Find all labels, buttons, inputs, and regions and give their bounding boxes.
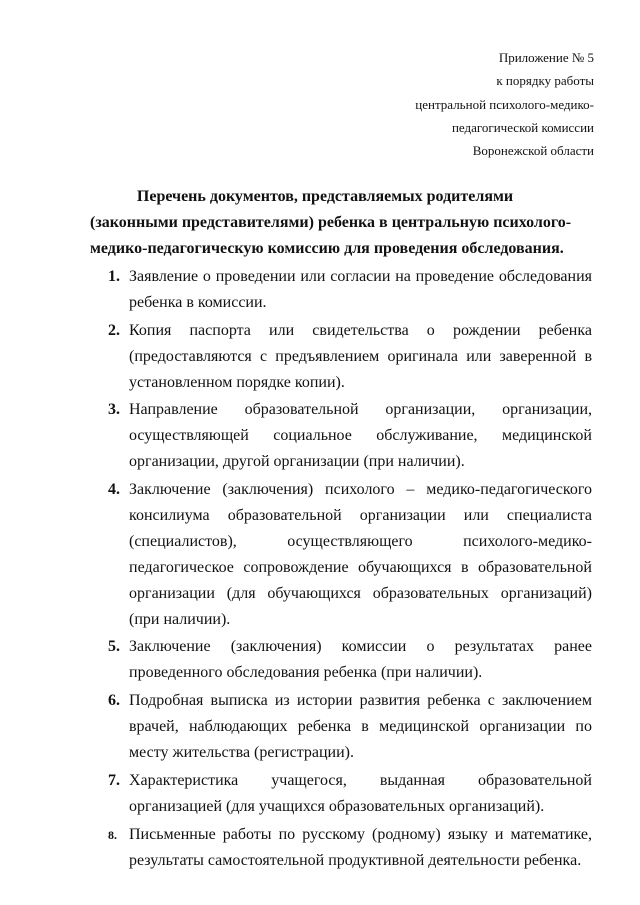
list-item (108, 477, 592, 633)
item-text: Характеристика учащегося, выданная образовательной организацией (для учащихся образовательных организаций). (129, 772, 592, 815)
item-number: 4. (108, 480, 120, 498)
item-number: 5. (108, 638, 120, 655)
list-item (108, 264, 592, 316)
item-text: Заключение (заключения) комиссии о результатах ранее проведенного обследования ребенка (при наличии). (129, 638, 592, 681)
appendix-header-line: Приложение № 5 (498, 50, 594, 65)
item-text: Подробная выписка из истории развития ребенка с заключением врачей, наблюдающих ребенка в медицинской организации по месту жительства (регистрации). (129, 692, 592, 761)
appendix-header-line: Воронежской области (472, 143, 594, 159)
appendix-header (415, 46, 594, 162)
item-text: Копия паспорта или свидетельства о рождении ребенка (предоставляются с предъявлением оригинала или заверенной в установленном порядке копии). (129, 321, 592, 391)
appendix-header-line: педагогической комиссии (451, 119, 594, 135)
item-number: 7. (108, 772, 120, 789)
item-number: 1. (108, 268, 120, 285)
document-list (108, 264, 592, 876)
document-title-line: Перечень документов, представляемых родителями (136, 188, 514, 205)
list-item (108, 688, 592, 766)
item-number: 8. (108, 828, 117, 842)
appendix-header-line: центральной психолого-медико- (415, 96, 594, 112)
item-text: Заключение (заключения) психолого – медико-педагогического консилиума образовательной организации или специалиста (специалистов), осуществляющего психолого-медико-педагогическое сопровождение обучающихся в образовательной организации (для обучающихся образовательных организаций) (при наличии). (129, 480, 592, 628)
item-number: 2. (108, 321, 120, 339)
item-text: Письменные работы по русскому (родному) языку и математике, результаты самостоятельной продуктивной деятельности ребенка. (129, 826, 592, 869)
list-item (108, 318, 592, 396)
item-number: 6. (108, 692, 120, 709)
list-item (108, 822, 592, 874)
document-title-line: медико-педагогическую комиссию для проведения обследования. (90, 240, 564, 257)
document-title-line: (законными представителями) ребенка в центральную психолого- (90, 214, 572, 231)
item-number: 3. (108, 401, 120, 418)
list-item (108, 397, 592, 475)
appendix-header-line: к порядку работы (496, 73, 594, 89)
item-text: Заявление о проведении или согласии на проведение обследования ребенка в комиссии. (129, 268, 592, 311)
list-item (108, 634, 592, 686)
item-text: Направление образовательной организации, организации, осуществляющей социальное обслуживание, медицинской организации, другой организации (при наличии). (129, 401, 592, 470)
document-title (90, 184, 572, 262)
list-item (108, 768, 592, 820)
